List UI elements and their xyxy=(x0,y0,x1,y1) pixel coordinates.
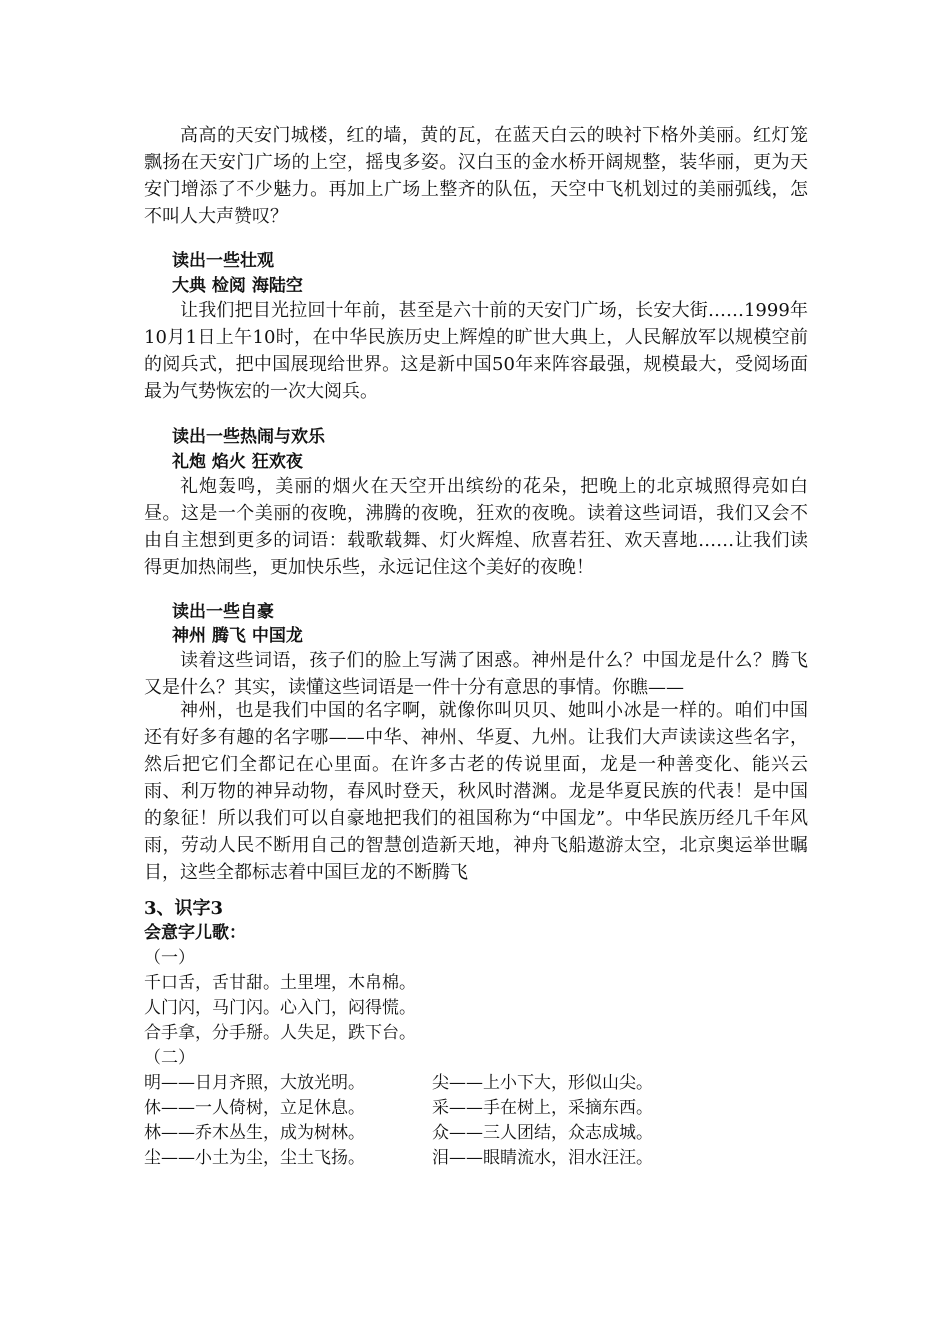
part1-line: 人门闪，马门闪。心入门，闷得慌。 xyxy=(144,998,416,1018)
part2-entry-left: 休——一人倚树，立足休息。 xyxy=(144,1098,365,1118)
section-paragraph-pride-2: 神州，也是我们中国的名字啊，就像你叫贝贝、她叫小冰是一样的。咱们中国还有好多有趣的名字哪——中华、神州、华夏、九州。让我们大声读读这些名字，然后把它们全都记在心里面。在许多古老的传说里面，龙是一种善变化、能兴云雨、利万物的神异动物，春风时登天，秋风时潜渊。龙是华夏民族的代表！是中国的象征！所以我们可以自豪地把我们的祖国称为“中国龙”。中华民族历经几千年风雨，劳动人民不断用自己的智慧创造新天地，神舟飞船遨游太空，北京奥运举世瞩目，这些全都标志着中国巨龙的不断腾飞 xyxy=(144,700,808,883)
intro-paragraph: 高高的天安门城楼，红的墙，黄的瓦，在蓝天白云的映衬下格外美丽。红灯笼飘扬在天安门广场的上空，摇曳多姿。汉白玉的金水桥开阔规整，装华丽，更为天安门增添了不少魅力。再加上广场上整齐的队伍，天空中飞机划过的美丽弧线，怎不叫人大声赞叹？ xyxy=(144,125,808,227)
part1-label: （一） xyxy=(144,948,195,968)
section-heading-festivity: 读出一些热闹与欢乐 xyxy=(172,427,325,447)
part2-entry-left: 林——乔木丛生，成为树林。 xyxy=(144,1123,365,1143)
part2-label: （二） xyxy=(144,1048,195,1068)
part1-line: 千口舌，舌甘甜。土里埋，木帛棉。 xyxy=(144,973,416,993)
part2-entry-right: 尖——上小下大，形似山尖。 xyxy=(432,1073,653,1093)
section-paragraph-festivity: 礼炮轰鸣，美丽的烟火在天空开出缤纷的花朵，把晚上的北京城照得亮如白昼。这是一个美丽的夜晚，沸腾的夜晚，狂欢的夜晚。读着这些词语，我们又会不由自主想到更多的词语：载歌载舞、灯火辉煌、欣喜若狂、欢天喜地……让我们读得更加热闹些，更加快乐些，永远记住这个美好的夜晚！ xyxy=(144,476,808,578)
part2-entry-right: 众——三人团结，众志成城。 xyxy=(432,1123,653,1143)
lesson-subtitle: 会意字儿歌： xyxy=(144,923,246,943)
section-paragraph-pride-1: 读着这些词语，孩子们的脸上写满了困惑。神州是什么？中国龙是什么？腾飞又是什么？其实，读懂这些词语是一件十分有意思的事情。你瞧—— xyxy=(144,650,808,698)
part2-entry-left: 明——日月齐照，大放光明。 xyxy=(144,1073,365,1093)
section-heading-grandeur: 读出一些壮观 xyxy=(172,251,274,271)
section-paragraph-grandeur: 让我们把目光拉回十年前，甚至是六十前的天安门广场，长安大街……1999年10月1日上午10时，在中华民族历史上辉煌的旷世大典上，人民解放军以规模空前的阅兵式，把中国展现给世界。这是新中国50年来阵容最强，规模最大，受阅场面最为气势恢宏的一次大阅兵。 xyxy=(144,300,808,402)
section-heading-pride: 读出一些自豪 xyxy=(172,602,274,622)
section-keywords-grandeur: 大典 检阅 海陆空 xyxy=(172,276,303,296)
section-keywords-festivity: 礼炮 焰火 狂欢夜 xyxy=(172,452,303,472)
part2-entry-right: 采——手在树上，采摘东西。 xyxy=(432,1098,653,1118)
part1-line: 合手拿，分手掰。人失足，跌下台。 xyxy=(144,1023,416,1043)
lesson-title: 3、识字3 xyxy=(144,898,224,919)
part2-entry-right: 泪——眼睛流水，泪水汪汪。 xyxy=(432,1148,653,1168)
part2-entry-left: 尘——小土为尘，尘土飞扬。 xyxy=(144,1148,365,1168)
section-keywords-pride: 神州 腾飞 中国龙 xyxy=(172,626,303,646)
